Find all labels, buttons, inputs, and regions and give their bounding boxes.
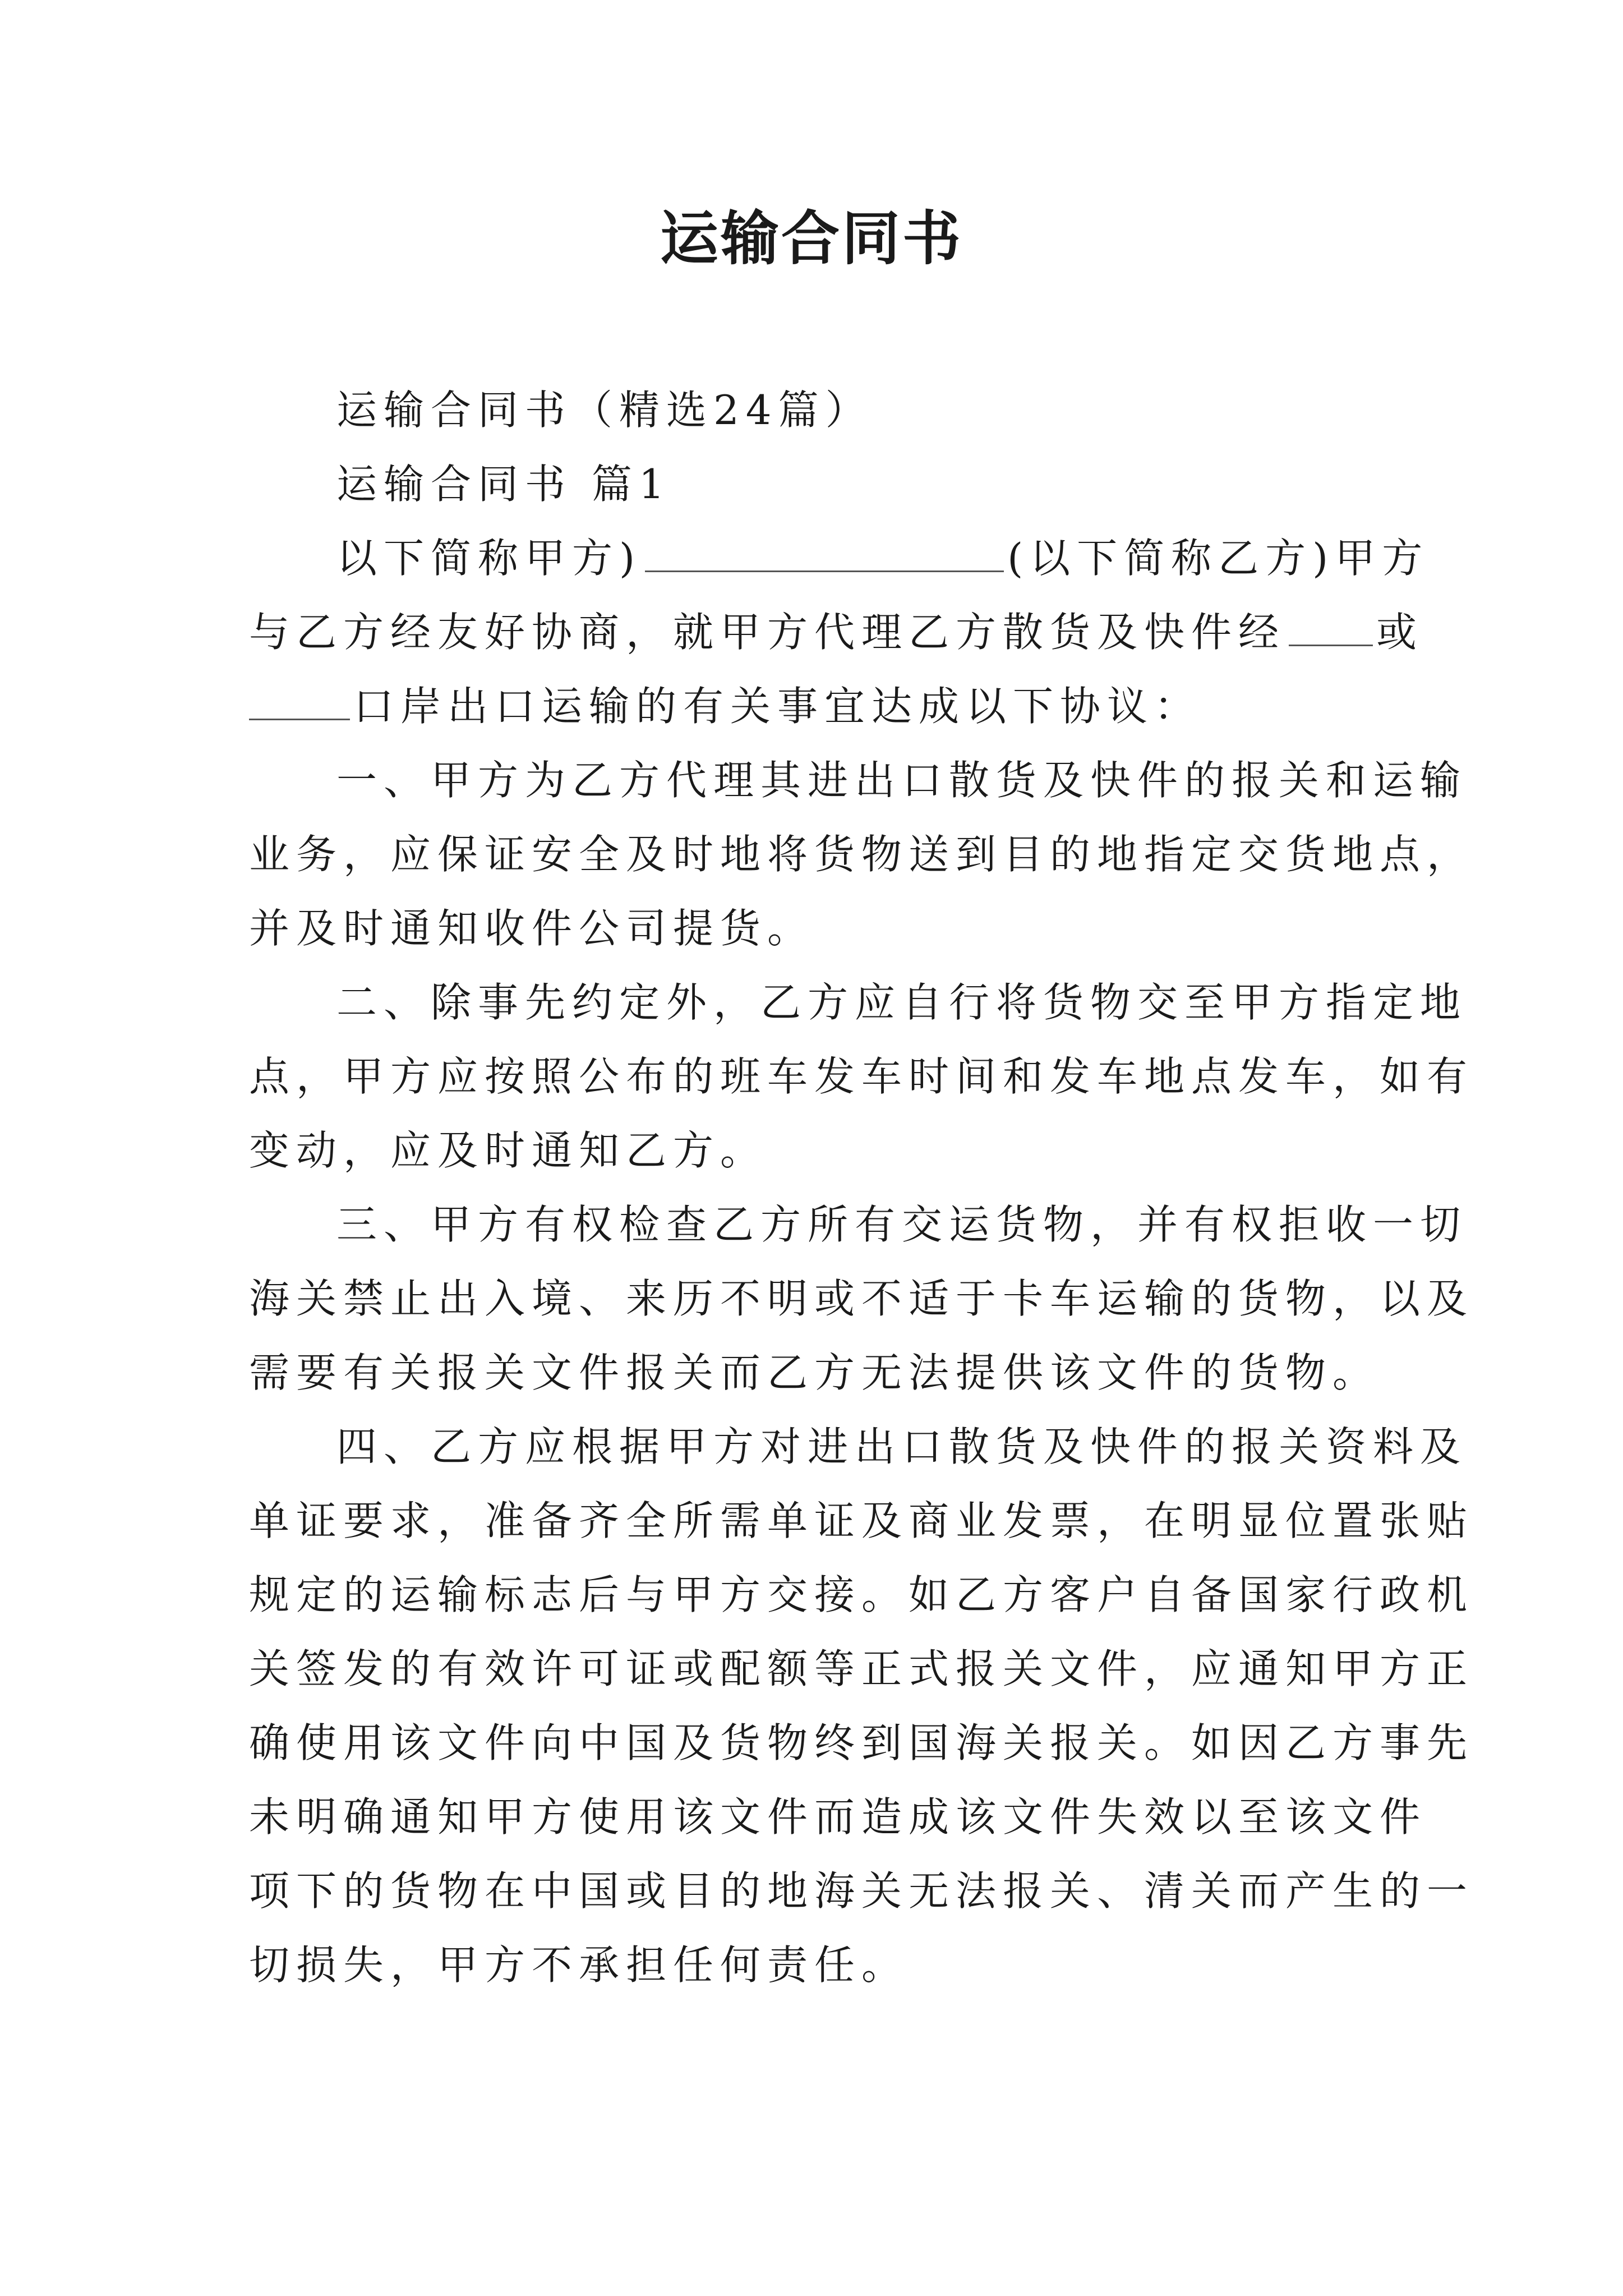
preamble-line-3 [249,669,1376,743]
port-blank-2[interactable] [249,685,350,720]
document-body [249,373,1474,2002]
clause-4-line: 规定的运输标志后与甲方交接。如乙方客户自备国家行政机 [249,1571,1474,1618]
preamble-text-1: 以下简称甲方) [336,535,642,582]
preamble-text-5: 口岸出口运输的有关事宜达成以下协议： [353,683,1202,730]
clause-2-line: 变动，应及时通知乙方。 [249,1127,768,1174]
preamble-text-4: 或 [1376,609,1424,656]
clause-4-line: 四、乙方应根据甲方对进出口散货及快件的报关资料及 [336,1423,1468,1470]
clause-1-line: 一、甲方为乙方代理其进出口散货及快件的报关和运输 [336,757,1468,804]
clause-4-line: 未明确通知甲方使用该文件而造成该文件失效以至该文件 [249,1793,1427,1841]
clause-3-line: 海关禁止出入境、来历不明或不适于卡车运输的货物，以及 [249,1275,1474,1322]
clause-4-line: 确使用该文件向中国及货物终到国海关报关。如因乙方事先 [249,1719,1474,1766]
clause-2-line: 点，甲方应按照公布的班车发车时间和发车地点发车，如有 [249,1053,1474,1100]
clause-4-line: 单证要求，准备齐全所需单证及商业发票，在明显位置张贴 [249,1497,1474,1544]
clause-4-line: 切损失，甲方不承担任何责任。 [249,1941,909,1989]
preamble-line-2 [249,595,1424,669]
clause-3-line: 三、甲方有权检查乙方所有交运货物，并有权拒收一切 [336,1201,1468,1248]
party-b-name-blank[interactable] [645,537,1004,572]
preamble-text-2: (以下简称乙方)甲方 [1007,535,1430,582]
clause-3-line: 需要有关报关文件报关而乙方无法提供该文件的货物。 [249,1349,1380,1396]
section-heading: 运输合同书 篇1 [336,461,671,508]
preamble-text-3: 与乙方经友好协商，就甲方代理乙方散货及快件经 [249,609,1286,656]
clause-2-line: 二、除事先约定外，乙方应自行将货物交至甲方指定地 [336,979,1468,1026]
document-title: 运输合同书 [660,204,963,273]
clause-1-line: 业务，应保证安全及时地将货物送到目的地指定交货地点， [249,831,1474,878]
document-subtitle: 运输合同书（精选24篇） [336,386,873,434]
clause-4-line: 项下的货物在中国或目的地海关无法报关、清关而产生的一 [249,1867,1474,1915]
clause-1-line: 并及时通知收件公司提货。 [249,905,815,952]
preamble-line-1 [249,521,1430,595]
port-blank-1[interactable] [1289,611,1373,646]
clause-4-line: 关签发的有效许可证或配额等正式报关文件，应通知甲方正 [249,1645,1474,1692]
